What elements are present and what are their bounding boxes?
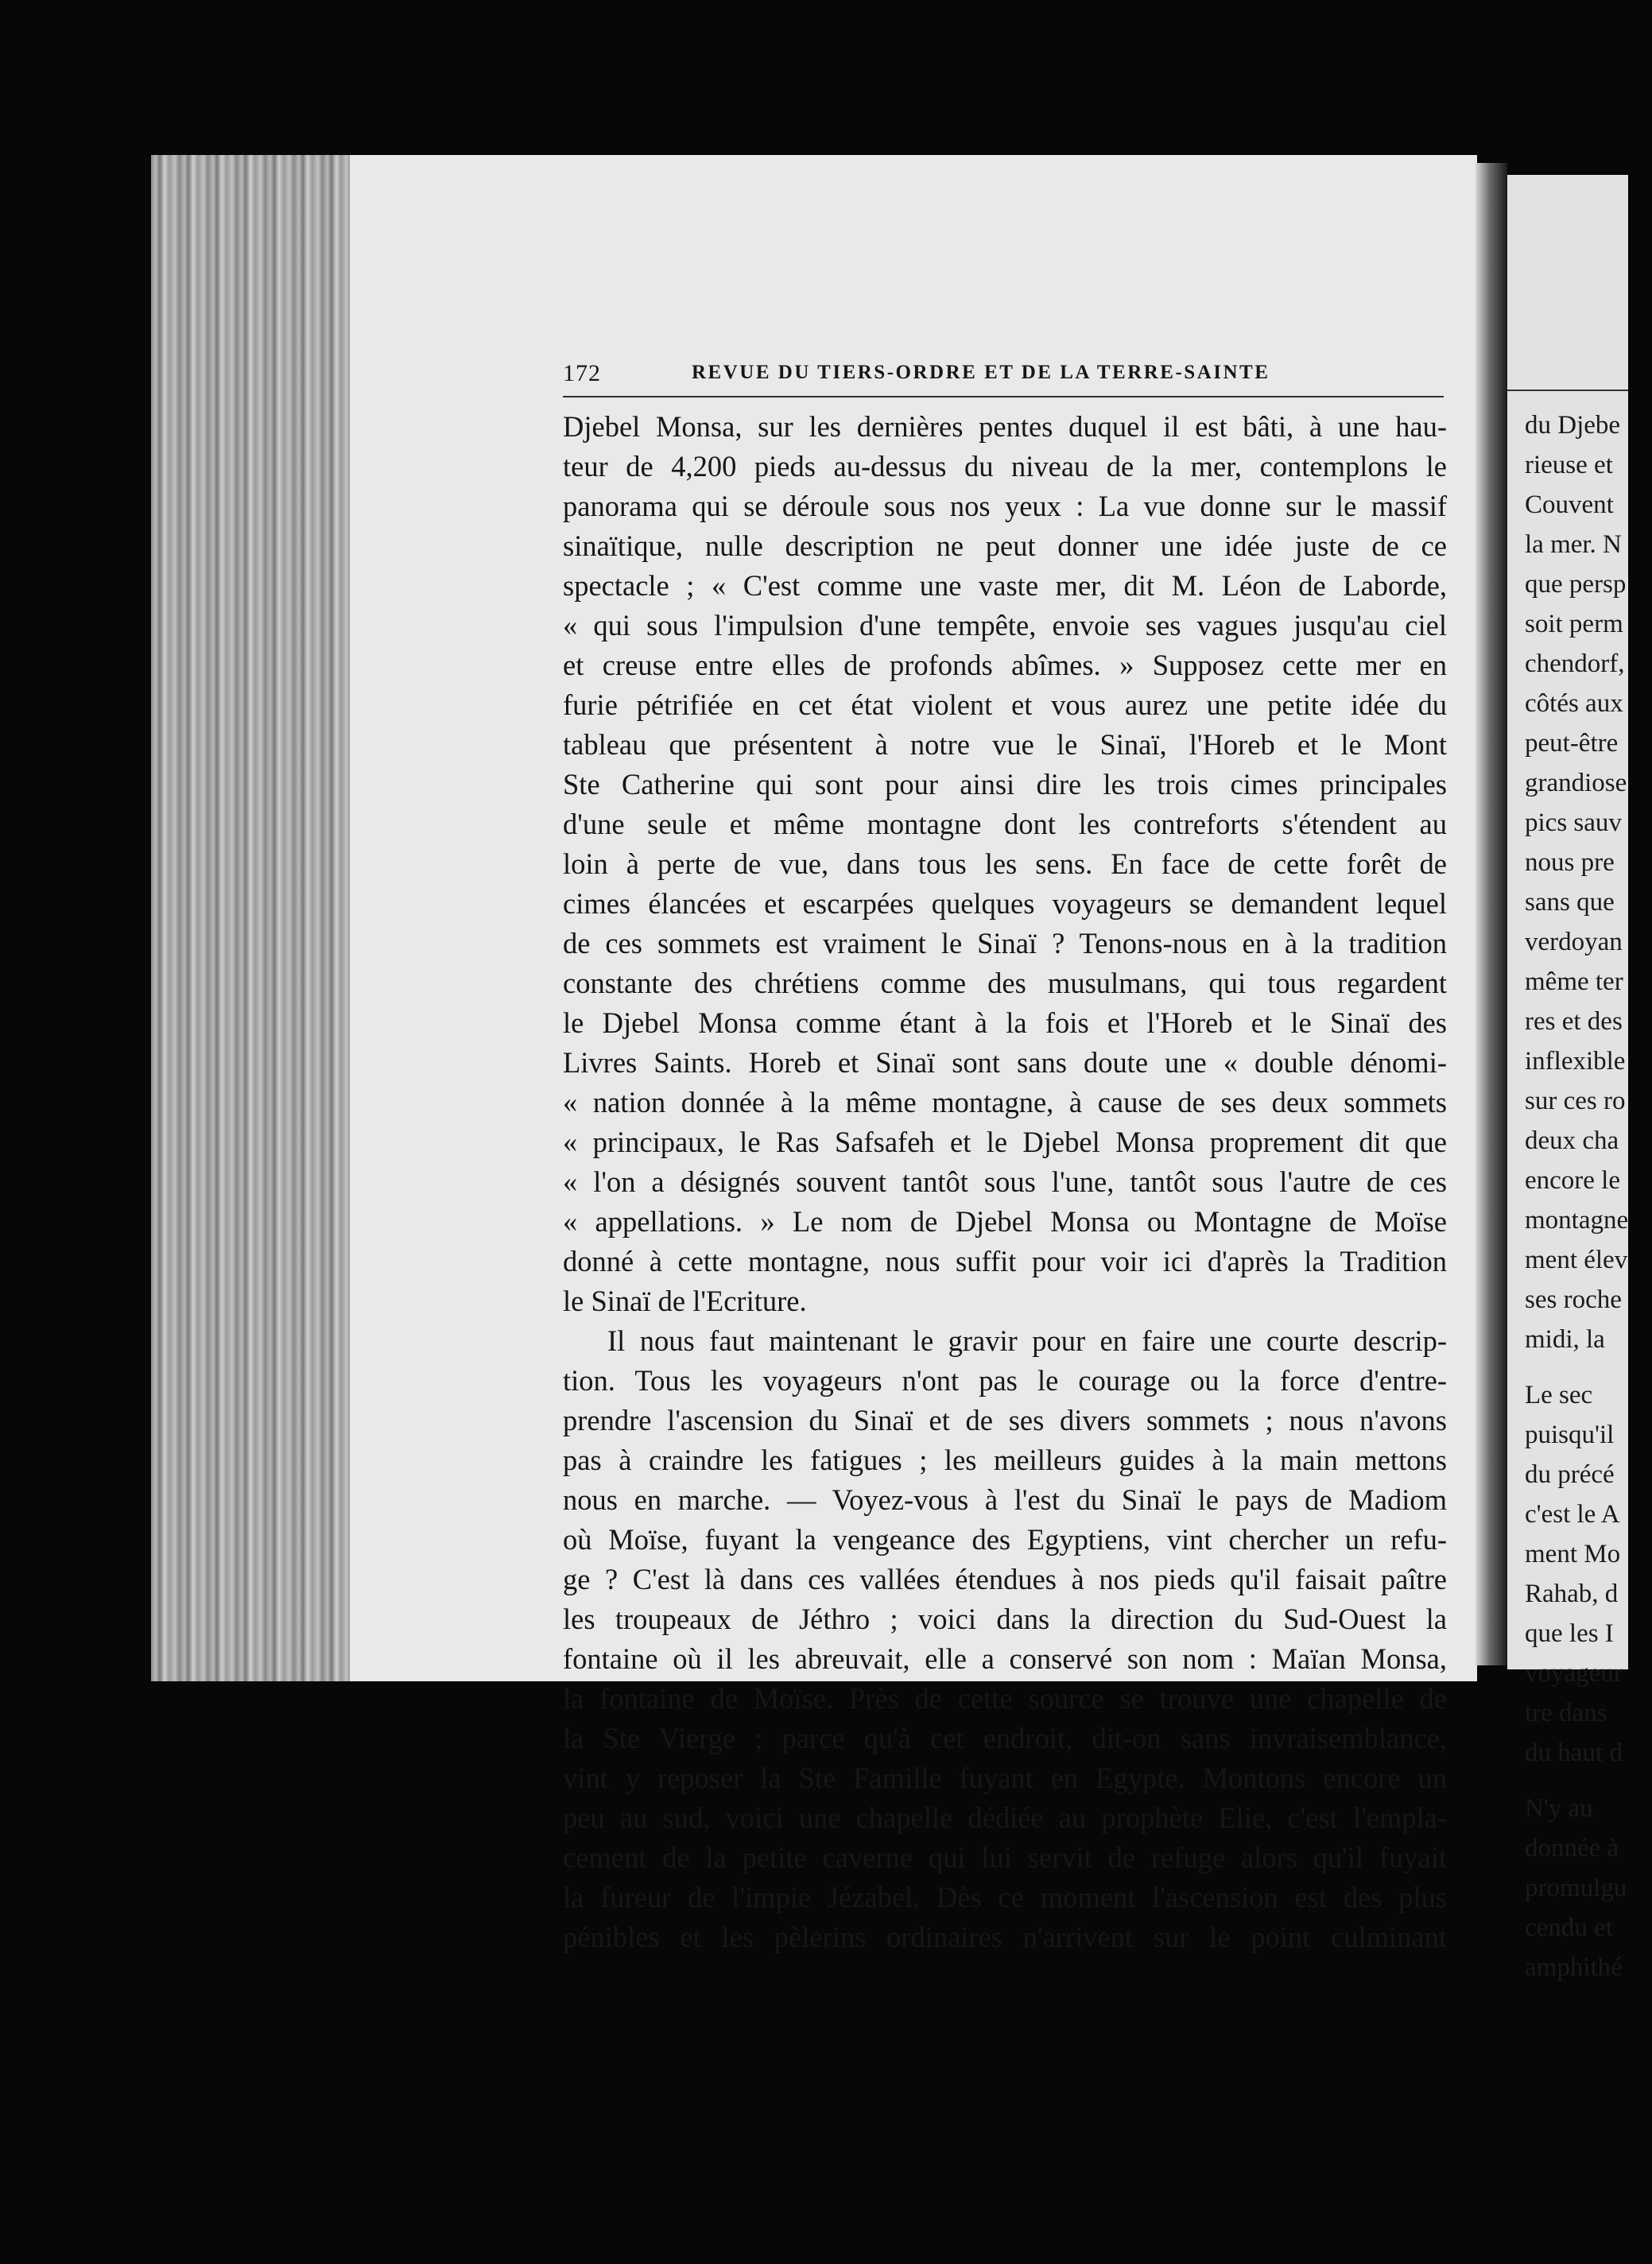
right-text-line: peut-être [1525, 729, 1619, 758]
right-text-line: donnée à [1525, 1834, 1619, 1863]
right-text-line: voyageur [1525, 1659, 1623, 1688]
text-line: peu au sud, voici une chapelle dédiée au prophète Elie, c'est l'empla- [563, 1801, 1447, 1834]
right-text-line: du précé [1525, 1460, 1615, 1489]
right-text-line: res et des [1525, 1007, 1623, 1036]
text-line: tableau que présentent à notre vue le Sinaï, l'Horeb et le Mont [563, 728, 1447, 761]
text-line: sinaïtique, nulle description ne peut donner une idée juste de ce [563, 529, 1447, 562]
text-line: tion. Tous les voyageurs n'ont pas le courage ou la force d'entre- [563, 1364, 1447, 1397]
right-text-line: midi, la [1525, 1325, 1605, 1354]
right-text-line: même ter [1525, 967, 1623, 996]
right-text-line: du Djebe [1525, 411, 1621, 440]
right-text-line: cendu et [1525, 1913, 1613, 1942]
right-header-rule [1507, 390, 1628, 391]
text-line: où Moïse, fuyant la vengeance des Egyptiens, vint chercher un refu- [563, 1523, 1447, 1556]
text-line: Djebel Monsa, sur les dernières pentes duquel il est bâti, à une hau- [563, 410, 1447, 443]
text-line: spectacle ; « C'est comme une vaste mer, dit M. Léon de Laborde, [563, 569, 1447, 602]
text-line: « nation donnée à la même montagne, à cause de ses deux sommets [563, 1086, 1447, 1118]
text-line: Ste Catherine qui sont pour ainsi dire les trois cimes principales [563, 768, 1447, 801]
text-line: pénibles et les pèlerins ordinaires n'arrivent sur le point culminant [563, 1921, 1447, 1953]
right-text-line: ment élev [1525, 1246, 1628, 1274]
right-text-line: ses roche [1525, 1285, 1622, 1314]
text-line: loin à perte de vue, dans tous les sens. En face de cette forêt de [563, 847, 1447, 880]
text-line: ge ? C'est là dans ces vallées étendues à nos pieds qu'il faisait paître [563, 1563, 1447, 1595]
text-line: vint y reposer la Ste Famille fuyant en Egypte. Montons encore un [563, 1762, 1447, 1794]
text-line: « appellations. » Le nom de Djebel Monsa ou Montagne de Moïse [563, 1205, 1447, 1238]
text-line: fontaine où il les abreuvait, elle a conservé son nom : Maïan Monsa, [563, 1642, 1447, 1675]
right-page-text [1525, 405, 1652, 1987]
right-text-line: inflexible [1525, 1047, 1626, 1076]
right-text-line: encore le [1525, 1166, 1620, 1195]
right-text-line: Couvent [1525, 490, 1614, 519]
right-text-line: sans que [1525, 888, 1615, 917]
right-text-line: Rahab, d [1525, 1580, 1619, 1608]
header-rule [563, 396, 1444, 397]
text-line: « l'on a désignés souvent tantôt sous l'une, tantôt sous l'autre de ces [563, 1165, 1447, 1198]
right-text-line: deux cha [1525, 1126, 1619, 1155]
text-line: cimes élancées et escarpées quelques voyageurs se demandent lequel [563, 887, 1447, 920]
text-line: et creuse entre elles de profonds abîmes. » Supposez cette mer en [563, 649, 1447, 681]
text-line: panorama qui se déroule sous nos yeux : La vue donne sur le massif [563, 490, 1447, 522]
text-line: la fureur de l'impie Jézabel. Dès ce moment l'ascension est des plus [563, 1881, 1447, 1913]
page-number: 172 [563, 360, 601, 386]
text-line: la fontaine de Moïse. Près de cette source se trouve une chapelle de [563, 1682, 1447, 1715]
text-line: pas à craindre les fatigues ; les meilleurs guides à la main mettons [563, 1444, 1447, 1476]
text-line: de ces sommets est vraiment le Sinaï ? Tenons-nous en à la tradition [563, 927, 1447, 959]
right-text-line: soit perm [1525, 610, 1623, 638]
text-line: le Sinaï de l'Ecriture. [563, 1285, 807, 1317]
text-line: Il nous faut maintenant le gravir pour en faire une courte descrip- [607, 1324, 1447, 1357]
right-text-line: tre dans [1525, 1699, 1607, 1727]
right-text-line: amphithé [1525, 1953, 1623, 1982]
right-text-line: grandiose [1525, 769, 1627, 797]
right-text-line: montagne [1525, 1206, 1629, 1235]
right-text-line: chendorf, [1525, 649, 1625, 678]
right-text-line: rieuse et [1525, 451, 1613, 479]
right-page [1507, 175, 1629, 1982]
right-text-line: côtés aux [1525, 689, 1623, 718]
text-line: nous en marche. — Voyez-vous à l'est du Sinaï le pays de Madiom [563, 1483, 1447, 1516]
body-text [563, 407, 1447, 1957]
right-text-line: ment Mo [1525, 1540, 1621, 1568]
text-line: furie pétrifiée en cet état violent et vous aurez une petite idée du [563, 688, 1447, 721]
text-line: la Ste Vierge ; parce qu'à cet endroit, dit-on sans invraisemblance, [563, 1722, 1447, 1754]
right-text-line: promulgu [1525, 1874, 1627, 1902]
right-text-line: Le sec [1525, 1381, 1593, 1409]
right-text-line: N'y au [1525, 1794, 1593, 1823]
text-line: constante des chrétiens comme des musulmans, qui tous regardent [563, 967, 1447, 999]
text-line: Livres Saints. Horeb et Sinaï sont sans doute une « double dénomi- [563, 1046, 1447, 1079]
text-line: cement de la petite caverne qui lui servit de refuge alors qu'il fuyait [563, 1841, 1447, 1874]
text-line: « qui sous l'impulsion d'une tempête, envoie ses vagues jusqu'au ciel [563, 609, 1447, 642]
page-header [563, 354, 1445, 393]
text-line: d'une seule et même montagne dont les contreforts s'étendent au [563, 808, 1447, 840]
text-line: donné à cette montagne, nous suffit pour voir ici d'après la Tradition [563, 1245, 1447, 1277]
text-line: « principaux, le Ras Safsafeh et le Djebel Monsa proprement dit que [563, 1126, 1447, 1158]
text-line: le Djebel Monsa comme étant à la fois et l'Horeb et le Sinaï des [563, 1006, 1447, 1039]
book-gutter [1476, 163, 1507, 1665]
running-head: REVUE DU TIERS-ORDRE ET DE LA TERRE-SAINTE [692, 362, 1270, 383]
right-text-line: du haut d [1525, 1739, 1623, 1767]
right-text-line: sur ces ro [1525, 1087, 1626, 1115]
right-text-line: que persp [1525, 570, 1627, 599]
right-text-line: verdoyan [1525, 928, 1623, 956]
right-text-line: nous pre [1525, 848, 1615, 877]
right-text-line: la mer. N [1525, 530, 1622, 559]
book-page-edges [151, 155, 355, 1681]
right-text-line: pics sauv [1525, 808, 1622, 837]
text-line: les troupeaux de Jéthro ; voici dans la direction du Sud-Ouest la [563, 1603, 1447, 1635]
text-line: teur de 4,200 pieds au-dessus du niveau de la mer, contemplons le [563, 450, 1447, 483]
right-text-line: puisqu'il [1525, 1421, 1615, 1449]
right-text-line: que les I [1525, 1619, 1614, 1648]
text-line: prendre l'ascension du Sinaï et de ses divers sommets ; nous n'avons [563, 1404, 1447, 1436]
right-text-line: c'est le A [1525, 1500, 1620, 1529]
